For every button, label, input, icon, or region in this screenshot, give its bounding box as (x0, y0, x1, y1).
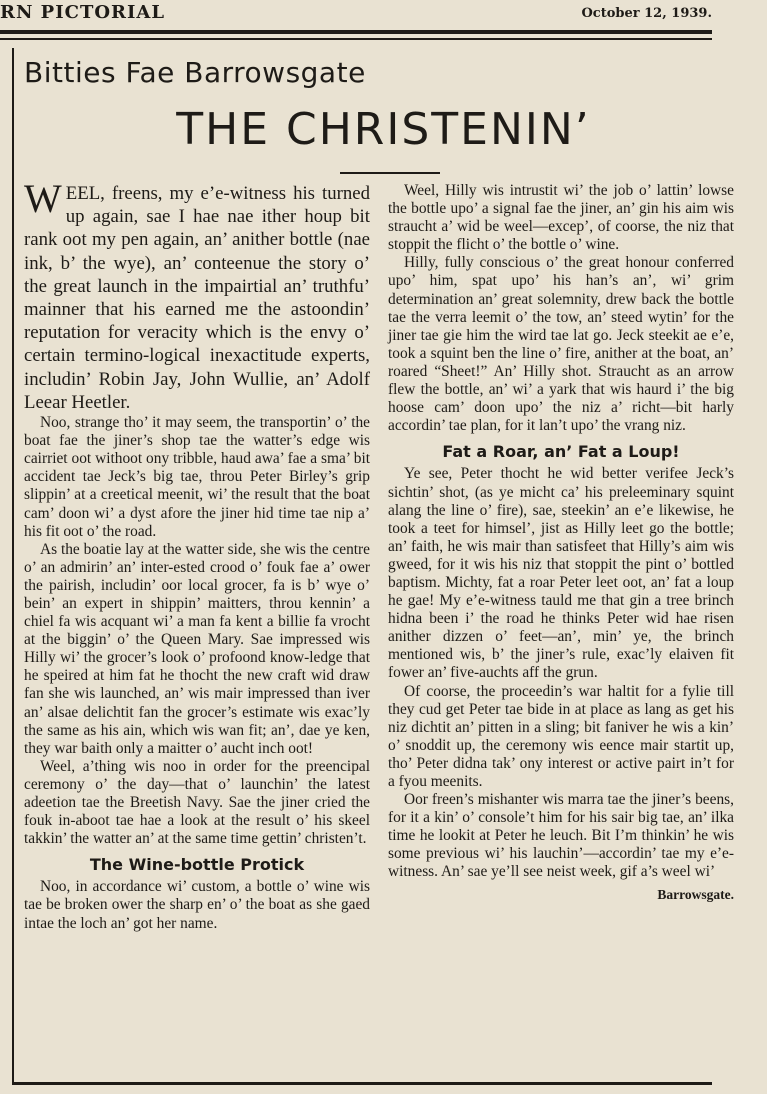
author-signoff: Barrowsgate. (657, 886, 734, 902)
paragraph: Ye see, Peter thocht he wid better verifee Jeck’s sichtin’ shot, (as ye micht ca’ his preleeminary squint alang the line o’ fire), sae, steekin’ an e’e likewise, he took a teet for himsel’, jist as Hilly leet go the bottle; an’ faith, he wis mair than satisfeet that Hilly’s aim wis gweed, for it wis his niz that stoppit the pint o’ bottled baptism. Michty, fat a roar Peter leet oot, an’ fat a loup he gae! My e’e-witness tauld me that gin a tree brinch hidna been i’ the road he thinks Peter wid hae risen anither dizzen o’ feet—an’, min’ ye, the brinch mentioned wis, b’ the jiner’s rule, exac’ly elaiven fit fower an’ five-auchts aff the grun. (388, 465, 734, 682)
issue-date: October 12, 1939. (581, 6, 712, 21)
lead-paragraph (24, 176, 370, 414)
paragraph: Oor freen’s mishanter wis marra tae the jiner’s beens, for it a kin’ o’ console’t him for his sair big tae, an’ ilka time he lookit at Peter he leuch. Bit I’m thinkin’ he wis some previous wi’ his lauchin’—accordin’ tae my e’e-witness. An’ sae ye’ll see neist week, gif a’s weel wi’ (388, 791, 734, 881)
subheading: The Wine-bottle Protick (89, 855, 305, 875)
header-rule-thin (0, 38, 712, 40)
paragraph: Of coorse, the proceedin’s war haltit for a fylie till they cud get Peter tae bide in at place as lang as get his niz dichtit an’ pitten in a sling; bit faniver he wis a kin’ o’ snoddit up, the ceremony wis eence mair startit up, tho’ Peter didna tak’ ony interest or active pairt in’t for a fyou meenits. (388, 682, 734, 790)
headline-divider (340, 172, 440, 174)
paragraph: Weel, Hilly wis intrustit wi’ the job o’ lattin’ lowse the bottle upo’ a signal fae the jiner, an’ gin his aim wis straucht a’ wid be weel—excep’, of coorse, the niz that stoppit the flicht o’ the bottle o’ wine. (388, 182, 734, 254)
paragraph: Hilly, fully conscious o’ the great honour conferred upo’ him, spat upo’ his han’s an’, wi’ grim determination an’ great solemnity, drew back the bottle tae the verra leemit o’ the tow, an’ steed wytin’ for the jiner tae gie him the wird tae lat go. Jeck steekit ae e’e, took a squint ben the line o’ fire, anither at the boat, an’ roared “Sheet!” An’ Hilly shot. Straucht as an arrow flew the bottle, an’ wi’ a yark that wis haurd i’ the big hoose cam’ doon upo’ the niz a’ richt—bit harly accordin’ tae plan, for it lan’t upo’ the vrang niz. (388, 254, 734, 435)
lead-text: EEL, freens, my e’e-witness his turned up again, sae I hae nae ither houp bit rank oot my pen again, an’ anither bottle (nae ink, b’ the wye), an’ conteenue the story o’ the great launch in the impairtial an’ truthfu’ mainner that his earned me the astoondin’ reputation for veracity which is the envy o’ certain termino-logical inexactitude experts, includin’ Robin Jay, John Wullie, an’ Adolf Leear Heetler. (24, 183, 370, 413)
article-column-left (24, 176, 370, 933)
newspaper-name: RN PICTORIAL (0, 2, 166, 23)
article-column-right (388, 182, 734, 904)
drop-cap: W (24, 176, 62, 221)
paragraph: Weel, a’thing wis noo in order for the preencipal ceremony o’ the day—that o’ launchin’ the latest adeetion tae the Breetish Navy. Sae the jiner cried the fouk in-aboot tae hae a look at the result o’ his skeel takkin’ the watter an’ at the same time gettin’ christen’t. (24, 757, 370, 848)
footer-rule (12, 1082, 712, 1085)
paragraph: Noo, strange tho’ it may seem, the transportin’ o’ the boat fae the jiner’s shop tae the watter’s edge wis cairriet oot withoot ony tribble, haud awa’ fae a sma’ bit accident tae Jeck’s big tae, throu Peter Birley’s grip slippin’ at a creetical meenit, wi’ the result that the boat cam’ doon wi’ a dyst afore the jiner hid time tae nip a’ his fit oot o’ the road. (24, 414, 370, 540)
subheading: Fat a Roar, an’ Fat a Loup! (442, 442, 680, 462)
masthead (0, 0, 767, 40)
headline-kicker: Bitties Fae Barrowsgate (24, 56, 366, 89)
paragraph: As the boatie lay at the watter side, she wis the centre o’ an admirin’ an’ inter-ested crood o’ fouk fae a’ ower the pairish, includin’ oor local grocer, fa is b’ wye o’ bein’ an expert in shippin’ maitters, throu kennin’ a chiel fa wis acquant wi’ a man fa kent a billie fa vrocht at the biggin’ o’ the Queen Mary. Sae impressed wis Hilly wi’ the grocer’s look o’ profoond know-ledge that he speired at him fat he thocht the new craft wid draw fan she wis launched, an’ wis mair impressed than iver an’ alsae delichtit fan the grocer’s estimate wis exac’ly the same as his ain, which wis wan fit; an’, dae ye ken, they war baith only a maitter o’ aucht inch oot! (24, 540, 370, 757)
header-rule-thick (0, 30, 712, 34)
paragraph: Noo, in accordance wi’ custom, a bottle o’ wine wis tae be broken ower the sharp en’ o’ the boat as she gaed intae the loch an’ got her name. (24, 878, 370, 932)
column-border-left (12, 48, 14, 1084)
headline-title: THE CHRISTENIN’ (176, 104, 591, 155)
